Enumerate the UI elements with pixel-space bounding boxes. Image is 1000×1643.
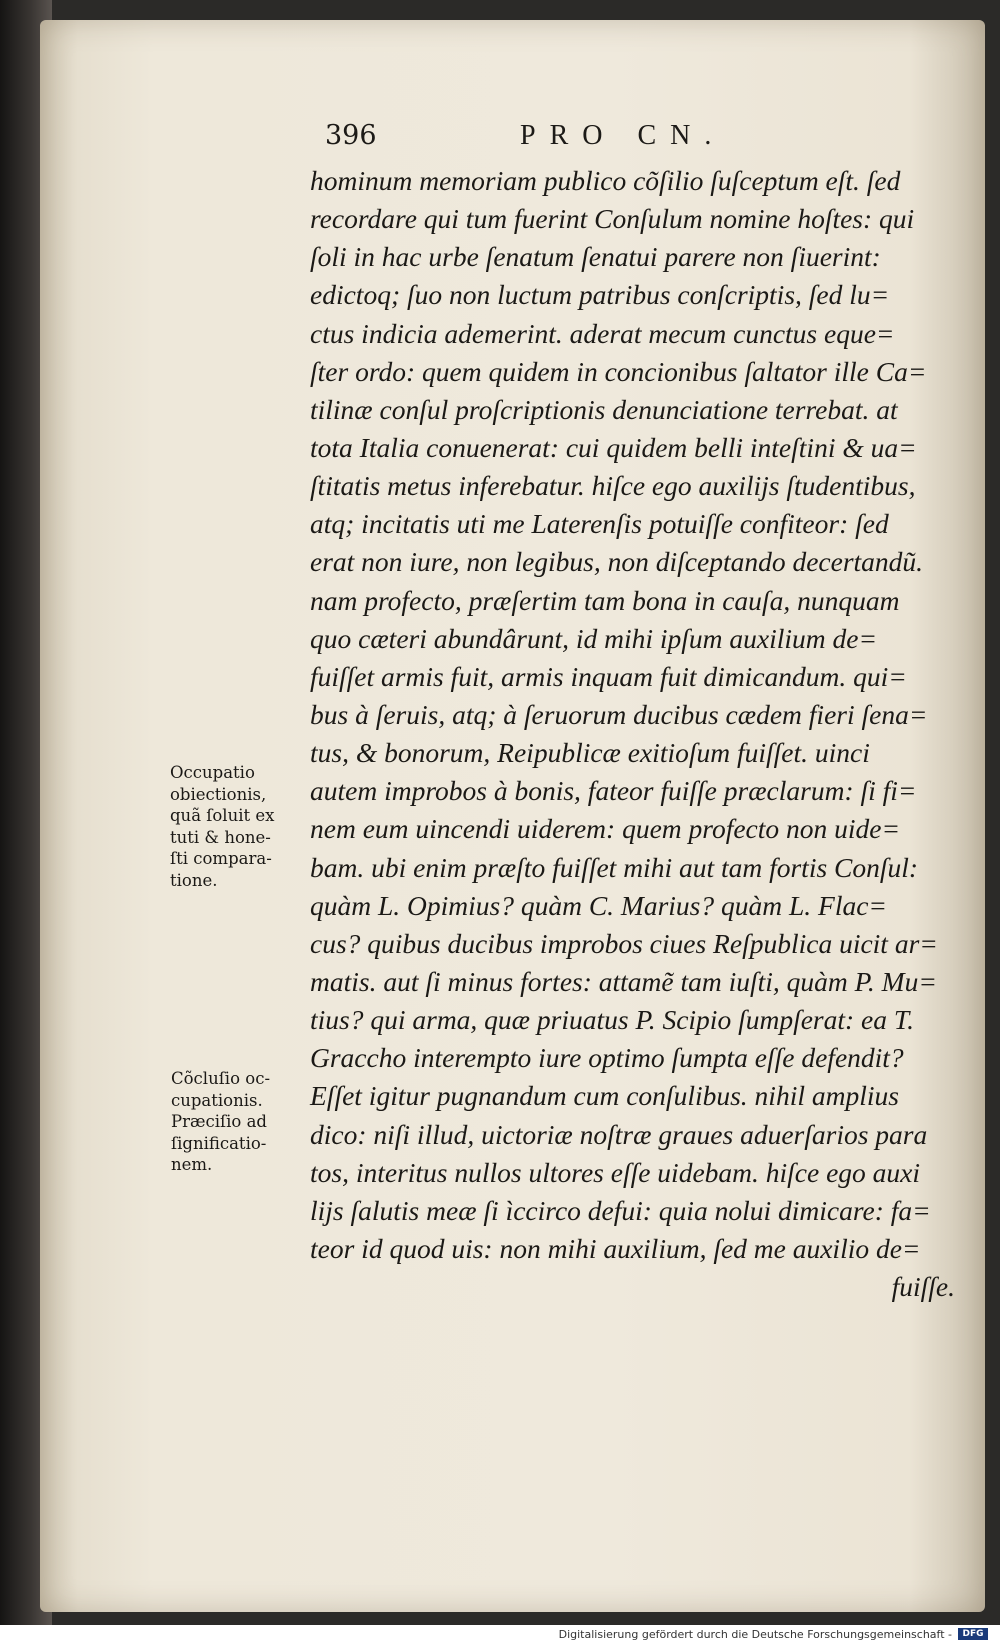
- text-line: hominum memoriam publico cõſilio ſuſceptum eſt. ſed: [310, 165, 901, 196]
- marginal-line: ſti compara-: [170, 849, 272, 868]
- text-line: bus à ſeruis, atq; à ſeruorum ducibus cædem fieri ſena=: [310, 698, 928, 730]
- text-line: autem improbos à bonis, fateor fuiſſe præclarum: ſi fi=: [310, 775, 917, 807]
- text-line: fuiſſet armis fuit, armis inquam fuit dimicandum. qui=: [310, 660, 907, 692]
- text-line: tius? qui arma, quæ priuatus P. Scipio ſumpſerat: ea T.: [310, 1004, 915, 1036]
- text-line: ſoli in hac urbe ſenatum ſenatui parere non ſiuerint:: [310, 241, 881, 273]
- footer-bar: [0, 1625, 1000, 1643]
- text-line: quàm L. Opimius? quàm C. Marius? quàm L. Flac=: [310, 889, 887, 921]
- dfg-logo: DFG: [958, 1628, 988, 1640]
- book-page: [40, 20, 985, 1612]
- text-line: tus, & bonorum, Reipublicæ exitioſum fuiſſet. uinci: [310, 737, 870, 769]
- text-line: tos, interitus nullos ultores eſſe uidebam. hiſce ego auxi: [310, 1156, 921, 1188]
- text-line: nam profecto, præſertim tam bona in cauſa, nunquam: [310, 584, 900, 616]
- text-line: tota Italia conuenerat: cui quidem belli inteſtini & ua=: [310, 431, 917, 463]
- marginal-line: tione.: [170, 870, 218, 890]
- marginal-line: cupationis.: [171, 1090, 263, 1110]
- marginal-line: obiectionis,: [170, 784, 267, 804]
- text-line: ſter ordo: quem quidem in concionibus ſaltator ille Ca=: [310, 355, 927, 387]
- text-line: ſtitatis metus inferebatur. hiſce ego auxilijs ſtudentibus,: [310, 470, 916, 502]
- marginal-line: nem.: [171, 1155, 213, 1174]
- text-line: ctus indicia ademerint. aderat mecum cunctus eque=: [310, 317, 895, 349]
- page-number: 396: [325, 120, 377, 151]
- body-text: [310, 162, 965, 1306]
- running-head-title: PRO CN.: [520, 120, 726, 151]
- text-line: bam. ubi enim præſto fuiſſet mihi aut tam fortis Conſul:: [310, 851, 919, 883]
- text-line: dico: niſi illud, uictoriæ noſtræ graues aduerſarios para: [310, 1118, 928, 1150]
- text-line: cus? quibus ducibus improbos ciues Reſpublica uicit ar=: [310, 927, 938, 959]
- marginal-line: Præciſio ad: [171, 1112, 267, 1131]
- marginal-line: ſignificatio-: [171, 1133, 267, 1153]
- text-line: erat non iure, non legibus, non diſceptando decertandũ.: [310, 546, 924, 578]
- text-line: Graccho interempto iure optimo ſumpta eſſe defendit?: [310, 1042, 904, 1074]
- marginal-line: Occupatio: [170, 763, 255, 782]
- text-line: teor id quod uis: non mihi auxilium, ſed me auxilio de=: [310, 1232, 921, 1264]
- text-line-final: fuiſſe.: [891, 1271, 955, 1303]
- text-line: lijs ſalutis meæ ſi ìccirco defui: quia nolui dimicare: fa=: [310, 1194, 931, 1226]
- text-line: matis. aut ſi minus fortes: attamẽ tam iuſti, quàm P. Mu=: [310, 965, 937, 997]
- text-line: nem eum uincendi uiderem: quem profecto non uide=: [310, 813, 901, 845]
- text-line: tilinæ conſul proſcriptionis denunciatione terrebat. at: [310, 393, 898, 425]
- text-line: atq; incitatis uti me Laterenſis potuiſſe confiteor: ſed: [310, 508, 889, 540]
- marginal-line: tuti & hone-: [170, 827, 271, 847]
- marginal-line: Cõcluſio oc-: [171, 1069, 271, 1088]
- marginal-note-1: [170, 762, 300, 891]
- text-line: quo cæteri abundârunt, id mihi ipſum auxilium de=: [310, 622, 877, 654]
- running-head: [40, 120, 985, 160]
- marginal-note-2: [171, 1068, 301, 1176]
- text-line: edictoq; ſuo non luctum patribus conſcriptis, ſed lu=: [310, 279, 890, 311]
- text-line: Eſſet igitur pugnandum cum conſulibus. nihil amplius: [310, 1080, 899, 1112]
- footer-credit: Digitalisierung gefördert durch die Deutsche Forschungsgemeinschaft -: [558, 1628, 952, 1641]
- marginal-line: quã ſoluit ex: [170, 806, 275, 825]
- text-line: recordare qui tum fuerint Conſulum nomine hoſtes: qui: [310, 203, 915, 235]
